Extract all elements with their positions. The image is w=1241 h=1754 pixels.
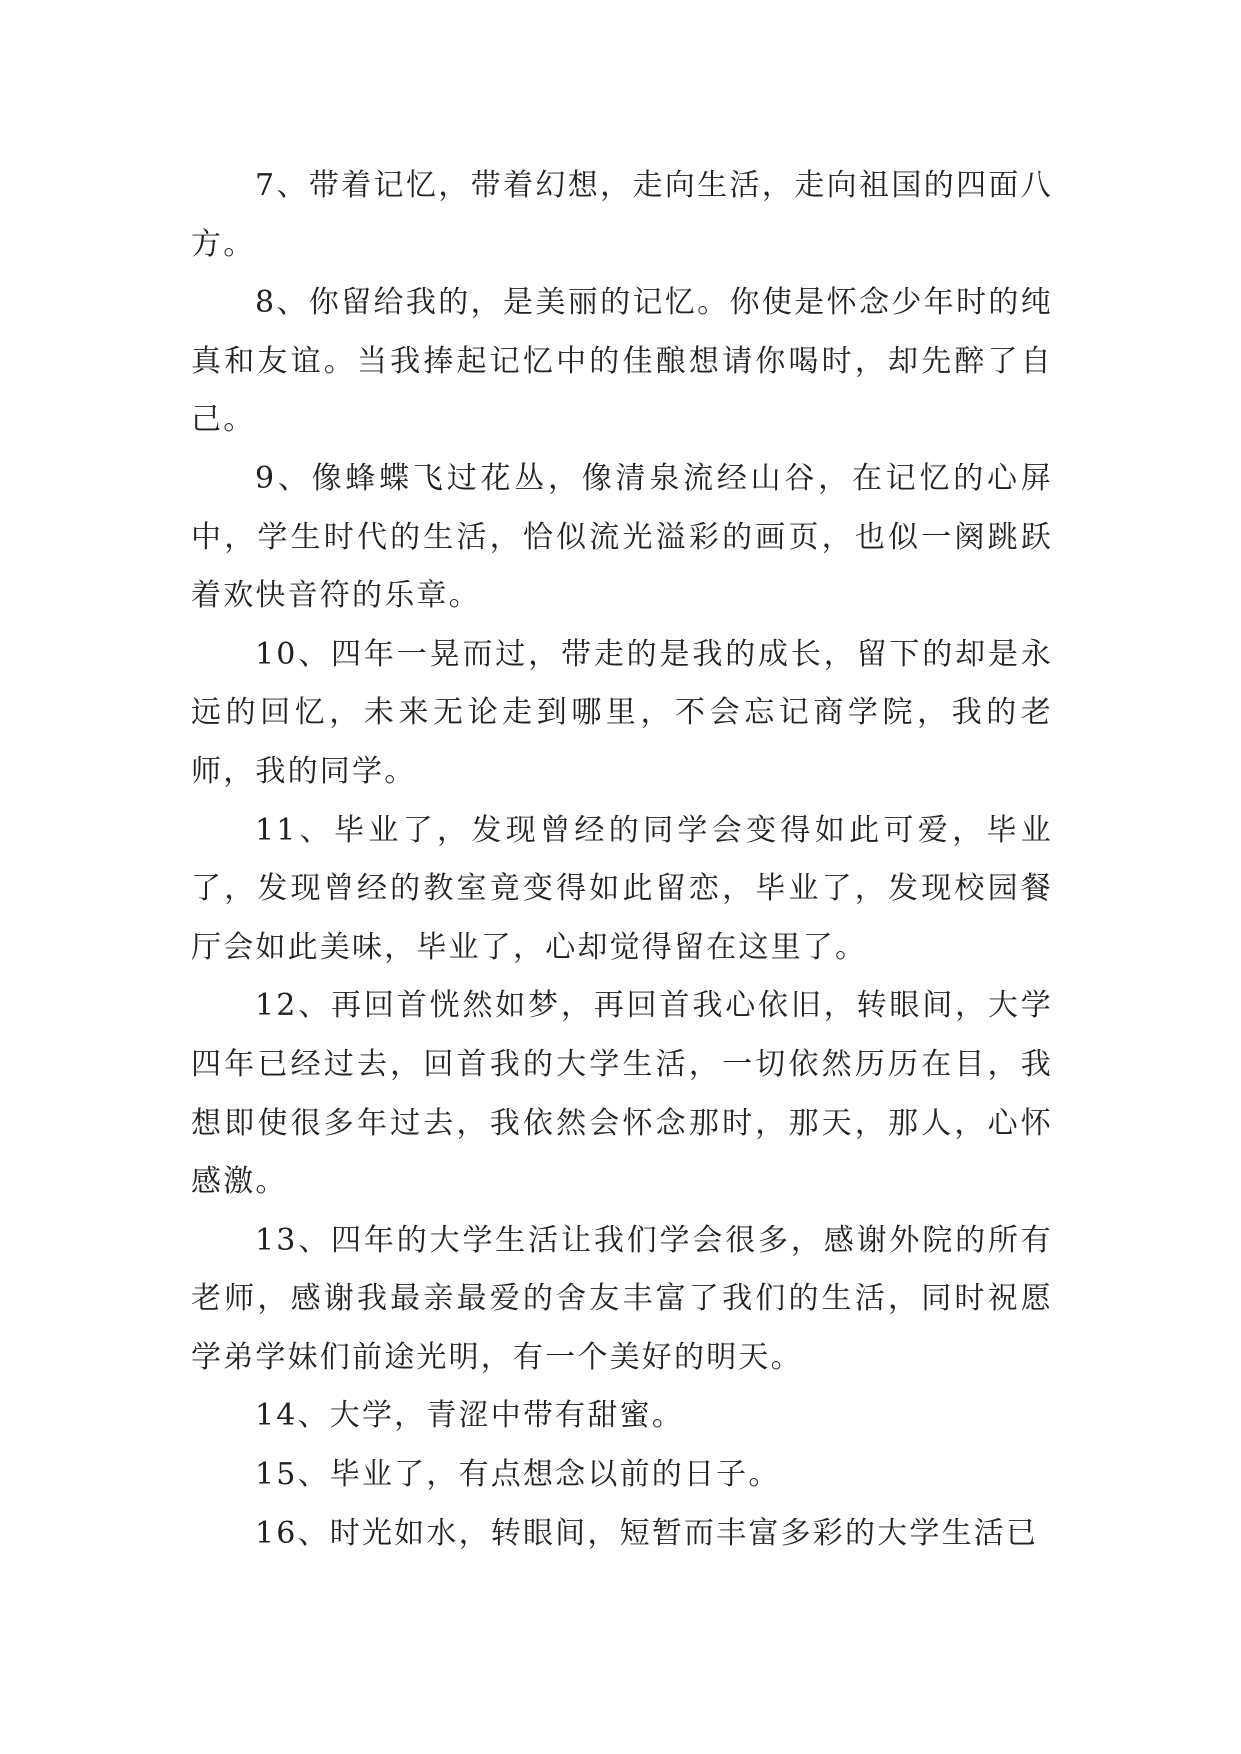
paragraph-16: 16、时光如水，转眼间，短暂而丰富多彩的大学生活已 [255, 1515, 1039, 1551]
document-body [191, 157, 1053, 1563]
paragraph-9: 9、像蜂蝶飞过花丛，像清泉流经山谷，在记忆的心屏中，学生时代的生活，恰似流光溢彩的画页，也似一阕跳跃着欢快音符的乐章。 [191, 460, 1053, 614]
paragraph-7: 7、带着记忆，带着幻想，走向生活，走向祖国的四面八方。 [191, 168, 1053, 262]
paragraph-13: 13、四年的大学生活让我们学会很多，感谢外院的所有老师，感谢我最亲最爱的舍友丰富了我们的生活，同时祝愿学弟学妹们前途光明，有一个美好的明天。 [191, 1222, 1053, 1375]
paragraph-14: 14、大学，青涩中带有甜蜜。 [255, 1398, 684, 1434]
paragraph-12: 12、再回首恍然如梦，再回首我心依旧，转眼间，大学四年已经过去，回首我的大学生活，一切依然历历在目，我想即使很多年过去，我依然会怀念那时，那天，那人，心怀感激。 [191, 988, 1053, 1200]
paragraph-10: 10、四年一晃而过，带走的是我的成长，留下的却是永远的回忆，未来无论走到哪里，不会忘记商学院，我的老师，我的同学。 [191, 636, 1053, 789]
paragraph-11: 11、毕业了，发现曾经的同学会变得如此可爱，毕业了，发现曾经的教室竟变得如此留恋，毕业了，发现校园餐厅会如此美味，毕业了，心却觉得留在这里了。 [191, 812, 1053, 965]
paragraph-15: 15、毕业了，有点想念以前的日子。 [255, 1457, 781, 1493]
paragraph-8: 8、你留给我的，是美丽的记忆。你使是怀念少年时的纯真和友谊。当我捧起记忆中的佳酿想请你喝时，却先醉了自己。 [191, 285, 1053, 438]
